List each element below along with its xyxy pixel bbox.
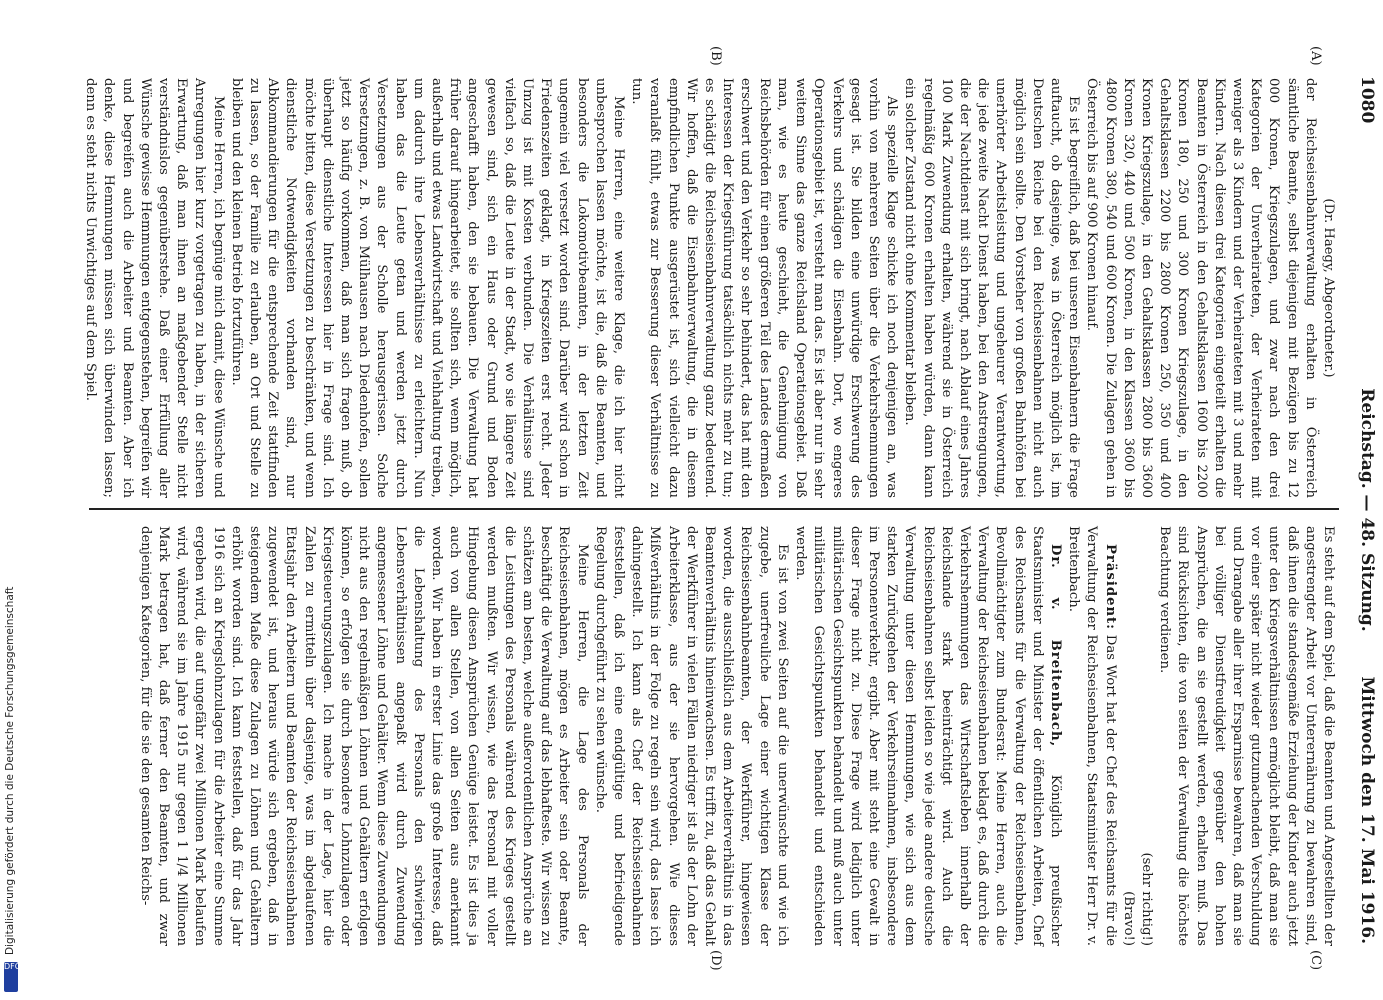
- margin-marker-c: (C): [1308, 950, 1323, 971]
- speaker-label: Dr. v. Breitenbach,: [1047, 544, 1063, 748]
- paragraph: Meine Herren, die Lage des Personals der Reichseisenbahnen, mögen es Arbeiter sein oder Beamte, beschäftigt die Verwaltung auf das lebhafteste. Wir wissen zu schätzen am besten, welche außerordentlichen Ansprüche an die Leistungen des Personals während des Krieges gestellt werden mußten. Wir wissen, wie das Personal mit voller Hingebung diesen Ansprüchen Genüge leistet. Es ist dies ja auch von allen Stellen, von allen Seiten aus anerkannt worden. Wir haben in erster Linie das große Interesse, daß die Lebenshaltung des Personals den schwierigen Lebensverhältnissen angepaßt wird durch Zuwendung angemessener Löhne und Gehälter. Wenn diese Zuwendungen nicht aus den regelmäßigen Löhnen und Gehältern erfolgen können, so erfolgen sie durch besondere Lohnzulagen oder Kriegsteuerungszulagen. Ich mache in der Lage, hier die Zahlen zu ermitteln über dasjenige, was im abgelaufenen Etatsjahr den Arbeitern und Beamten der Reichseisenbahnen zugewendet ist, und heraus würde sich ergeben, daß in steigendem Maße diese Zulagen zu Löhnen und Gehältern erhöht worden sind. Ich kann feststellen, daß für das Jahr 1916 sich an Kriegslohnzulagen für die Arbeiter eine Summe ergeben wird, die auf ungefähr zwei Millionen Mark belaufen wird, während sie im Jahre 1915 nur gegen 1 1/4 Millionen Mark betragen hat, daß ferner den Beamten, und zwar denjenigen Kategorien, für die sie den gesamten Reichs-: [137, 526, 590, 946]
- margin-marker-d: (D): [708, 950, 723, 971]
- interjection: (sehr richtig!): [1138, 852, 1154, 946]
- minister-text: Königlich preußischer Staatsminister und Minister der öffentlichen Arbeiten, Chef des Reichsamts für die Verwaltung der Reichseisenbahnen, Bevollmächtigter zum Bundesrat: Meine Herren, auch die Verwaltung der Reichseisenbahnen beklagt es, daß durch die Verkehrshemmungen das Wirtschaftsleben innerhalb der Reichslande stark beeinträchtigt wird. Auch die Reichseisenbahnen selbst leiden so wie jede andere deutsche Verwaltung unter diesen Hemmungen, wie sich aus dem starken Zurückgehen der Verkehrseinnahmen, insbesondere im Personenverkehr, ergibt. Aber mit steht eine Gewalt in dieser Frage nicht zu. Diese Frage wird lediglich unter militärischen Gesichtspunkten behandelt und muß auch unter militärischen Gesichtspunkten behandelt und entschieden werden.: [793, 526, 1063, 946]
- page-number: 1080: [1357, 76, 1377, 124]
- paragraph: Es steht auf dem Spiel, daß die Beamten und Angestellten der angestrengter Arbeit vor Unterernährung zu bewahren sind, daß ihnen die standesgemäße Erziehung der Kinder auch jetzt unter den Kriegsverhältnissen ermöglicht bleibt, daß man sie vor einer später nicht wieder gutzumachenden Verschuldung und Drangabe aller ihrer Ersparnisse bewahren, daß man sie bei völliger Dienstfreudigkeit gegenüber den hohen Ansprüchen, die an sie gestellt werden, erhalten muß. Das sind Rücksichten, die von seiten der Verwaltung die höchste Beachtung verdienen.: [1157, 526, 1336, 946]
- digitization-credit: Digitalisierung gefördert durch die Deutsche Forschungsgemeinschaft: [4, 586, 16, 955]
- interjection: (Bravo!): [1120, 891, 1136, 946]
- page-header: [1343, 40, 1383, 980]
- speaker-label: Präsident:: [1102, 544, 1118, 631]
- session-date: Mittwoch den 17. Mai 1916.: [1357, 676, 1377, 944]
- speaker-reference: (Dr. Haegy, Abgeordneter.): [1321, 198, 1336, 378]
- column-divider: [89, 508, 1339, 510]
- margin-marker-b: (B): [708, 46, 723, 66]
- margin-marker-a: (A): [1308, 46, 1323, 66]
- paragraph: Als spezielle Klage schicke ich noch denjenigen an, was vorhin von mehreren Seiten über die Verkehrshemmungen gesagt ist. Sie bilden eine unwürdige Erschwerung des Verkehrs und schädigen die Eisenbahn. Dort, wo engeres Operationsgebiet ist, versteht man das. Es ist aber nur in sehr weitem Sinne das ganze Reichsland Operationsgebiet. Daß man, wie es heute geschieht, die Genehmigung von Reichsbehörden für einen größeren Teil des Landes dermaßen erschwert und den Verkehr so sehr behindert, das hat mit den Interessen der Kriegsführung tatsächlich nichts mehr zu tun; es schädigt die Reichseisenbahnverwaltung ganz bedeutend. Wir hoffen, daß die Eisenbahnverwaltung, die in diesem empfindlichen Punkte ausgerüstet ist, sich vielleicht dazu veranlaßt fühlt, etwas zur Besserung dieser Verhältnisse zu tun.: [629, 78, 900, 498]
- paragraph: der Reichseisenbahnverwaltung erhalten in Österreich sämtliche Beamte, selbst diejenigen mit Bezügen bis zu 12 000 Kronen, Kriegszulagen, und zwar nach den drei Kategorien der Unverheirateten, der Verheirateten mit weniger als 3 Kindern und der Verheirateten mit 3 und mehr Kindern. Nach diesen drei Kategorien eingeteilt erhalten die Beamten in Österreich in den Gehaltsklassen 1600 bis 2200 Kronen 180, 250 und 300 Kronen Kriegszulage, in den Gehaltsklassen 2200 bis 2800 Kronen 250, 350 und 400 Kronen Kriegszulage, in den Gehaltsklassen 2800 bis 3600 Kronen 320, 440 und 500 Kronen, in den Klassen 3600 bis 4800 Kronen 380, 540 und 600 Kronen. Die Zulagen gehen in Österreich bis auf 900 Kronen hinauf.: [1084, 78, 1318, 498]
- paragraph: Meine Herren, eine weitere Klage, die ich hier nicht unbesprochen lassen möchte, ist die, daß die Beamten, und besonders die Lokomotivbeamten, in der letzten Zeit ungemein viel versetzt worden sind. Darüber wird schon in Friedenszeiten geklagt, in Kriegszeiten erst recht. Jeder Umzug ist mit Kosten verbunden. Die Verhältnisse sind vielfach so, daß die Leute in der Stadt, wo sie längere Zeit gewesen sind, sich ein Haus oder Grund und Boden angeschafft haben, den sie bebauen. Die Verwaltung hat früher darauf hingearbeitet, sie sollten sich, wenn möglich, außerhalb und etwas Landwirtschaft und Viehhaltung treiben, um dadurch ihre Lebensverhältnisse zu erleichtern. Nun haben das die Leute getan und werden jetzt durch Versetzungen aus der Scholle herausgerissen. Solche Versetzungen, z. B. von Mülhausen nach Diedenhofen, sollen jetzt so häufig vorkommen, daß man sich fragen muß, ob überhaupt dienstliche Interessen hier in Frage sind. Ich möchte bitten, diese Versetzungen zu beschränken, und wenn dienstliche Notwendigkeiten vorhanden sind, nur Abkommandierungen für die entsprechende Zeit stattfinden zu lassen, so der Familie zu erlauben, an Ort und Stelle zu bleiben und den kleinen Betrieb fortzuführen.: [228, 78, 627, 498]
- president-text: Das Wort hat der Chef des Reichsamts für die Verwaltung der Reichseisenbahnen, Staatsminister Herr Dr. v. Breitenbach.: [1066, 526, 1118, 946]
- paragraph: Meine Herren, ich begnüge mich damit, diese Wünsche und Anregungen hier kurz vorgetragen zu haben, in der sicheren Erwartung, daß man ihnen an maßgebender Stelle nicht verständnislos gegenüberstehe. Daß einer Erfüllung aller Wünsche gewisse Hemmungen entgegenstehen, begreifen wir und begreifen auch die Arbeiter und Beamten. Aber ich denke, diese Hemmungen müssen sich überwinden lassen; denn es steht nichts Unwichtiges auf dem Spiel.: [83, 78, 226, 498]
- president-remark: [1064, 526, 1119, 946]
- paragraph: Es ist begreiflich, daß bei unseren Eisenbahnern die Frage auftaucht, ob dasjenige, was in Österreich möglich ist, im Deutschen Reiche bei den Reichseisenbahnen nicht auch möglich sein sollte. Den Vorsteher von großen Bahnhöfen bei unerhörter Arbeitsleistung und ungeheurer Verantwortung, die jede zweite Nacht Dienst haben, bei den Anstrengungen, die der Nachtdienst mit sich bringt, nach Ablauf eines Jahres 100 Mark Zuwendung erhalten, während sie in Österreich regelmäßig 600 Kronen erhalten haben würden, dann kann ein solcher Zustand nicht ohne Kommentar bleiben.: [902, 78, 1082, 498]
- page-title: Reichstag. — 48. Sitzung.: [1357, 388, 1377, 632]
- dfg-logo: DFG: [4, 962, 18, 992]
- minister-remark: [791, 526, 1064, 946]
- paragraph: Es ist von zwei Seiten auf die unerwünschte und wie ich zugebe, unerfreuliche Lage einer wichtigen Klasse der Reichseisenbahnbeamten, der Werkführer, hingewiesen worden, die ausschließlich aus dem Arbeiterverhältnis in das Beamtenverhältnis hineinwachsen. Es trifft zu, daß das Gehalt der Werkführer in vielen Fällen niedriger ist als der Lohn der Arbeiterklasse, aus der sie hervorgehen. Wie dieses Mißverhältnis in der Folge zu regeln sein wird, das lasse ich dahingestellt. Ich kann als Chef der Reichseisenbahnen feststellen, daß ich eine endgültige und befriedigende Regelung durchgeführt zu sehen wünsche.: [592, 526, 790, 946]
- right-column: [97, 526, 1337, 946]
- reichstag-page: [63, 40, 1383, 980]
- left-column: [83, 78, 1337, 498]
